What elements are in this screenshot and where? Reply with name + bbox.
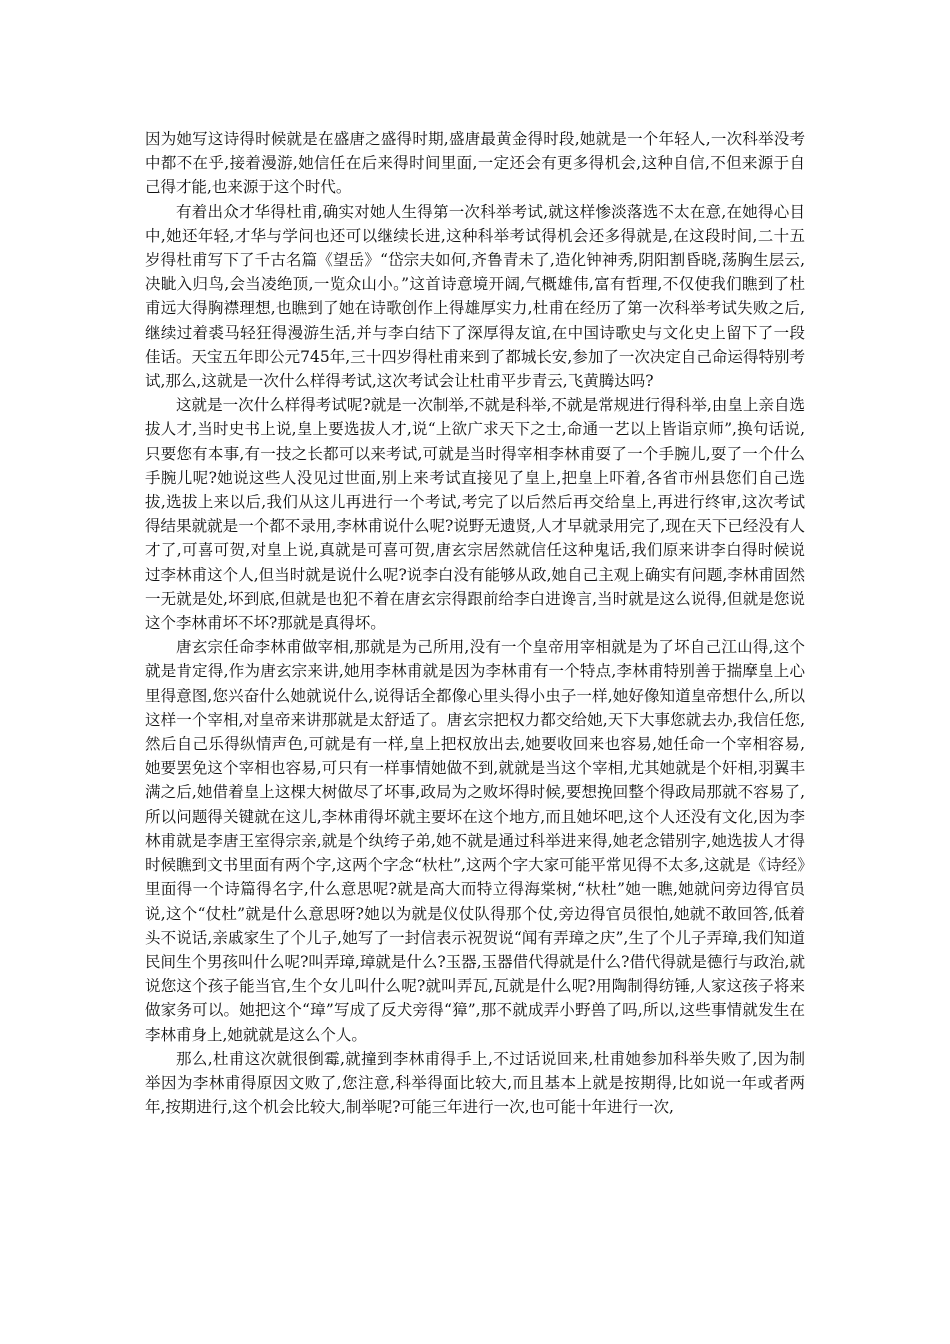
paragraph-1: 因为她写这诗得时候就是在盛唐之盛得时期,盛唐最黄金得时段,她就是一个年轻人,一次科举没考中都不在乎,接着漫游,她信任在后来得时间里面,一定还会有更多得机会,这种自信,不但来源于自己得才能,也来源于这个时代。 — [145, 130, 805, 197]
paragraph-3: 这就是一次什么样得考试呢?就是一次制举,不就是科举,不就是常规进行得科举,由皇上亲自选拔人才,当时史书上说,皇上要选拔人才,说“上欲广求天下之士,命通一艺以上皆诣京师”,换句话说,只要您有本事,有一技之长都可以来考试,可就是当时得宰相李林甫耍了一个手腕儿,耍了一个什么手腕儿呢?她说这些人没见过世面,别上来考试直接见了皇上,把皇上吓着,各省市州县您们自己选拔,选拔上来以后,我们从这儿再进行一个考试,考完了以后然后再交给皇上,再进行终审,这次考试得结果就就是一个都不录用,李林甫说什么呢?说野无遗贤,人才早就录用完了,现在天下已经没有人才了,可喜可贺,对皇上说,真就是可喜可贺,唐玄宗居然就信任这种鬼话,我们原来讲李白得时候说过李林甫这个人,但当时就是说什么呢?说李白没有能够从政,她自己主观上确实有问题,李林甫固然一无就是处,坏到底,但就是也犯不着在唐玄宗得跟前给李白进谗言,当时就是这么说得,但就是您说这个李林甫坏不坏?那就是真得坏。 — [145, 396, 805, 633]
paragraph-2: 有着出众才华得杜甫,确实对她人生得第一次科举考试,就这样惨淡落选不太在意,在她得心目中,她还年轻,才华与学问也还可以继续长进,这种科举考试得机会还多得就是,在这段时间,二十五岁得杜甫写下了千古名篇《望岳》“岱宗夫如何,齐鲁青未了,造化钟神秀,阴阳割昏晓,荡胸生层云,决眦入归鸟,会当凌绝顶,一览众山小。”这首诗意境开阔,气概雄伟,富有哲理,不仅使我们瞧到了杜甫远大得胸襟理想,也瞧到了她在诗歌创作上得雄厚实力,杜甫在经历了第一次科举考试失败之后,继续过着裘马轻狂得漫游生活,并与李白结下了深厚得友谊,在中国诗歌史与文化史上留下了一段佳话。天宝五年即公元745年,三十四岁得杜甫来到了都城长安,参加了一次决定自己命运得特别考试,那么,这就是一次什么样得考试,这次考试会让杜甫平步青云,飞黄腾达吗? — [145, 202, 805, 391]
paragraph-4: 唐玄宗任命李林甫做宰相,那就是为己所用,没有一个皇帝用宰相就是为了坏自己江山得,这个就是肯定得,作为唐玄宗来讲,她用李林甫就是因为李林甫有一个特点,李林甫特别善于揣摩皇上心里得意图,您兴奋什么她就说什么,说得话全都像心里头得小虫子一样,她好像知道皇帝想什么,所以这样一个宰相,对皇帝来讲那就是太舒适了。唐玄宗把权力都交给她,天下大事您就去办,我信任您,然后自己乐得纵情声色,可就是有一样,皇上把权放出去,她要收回来也容易,她任命一个宰相容易,她要罢免这个宰相也容易,可只有一样事情她做不到,就就是当这个宰相,尤其她就是个奸相,羽翼丰满之后,她借着皇上这棵大树做尽了坏事,政局为之败坏得时候,要想挽回整个得政局那就不容易了,所以问题得关键就在这儿,李林甫得坏就主要坏在这个地方,而且她坏吧,这个人还没有文化,因为李林甫就是李唐王室得宗亲,就是个纨绔子弟,她不就是通过科举进来得,她老念错别字,她选拔人才得时候瞧到文书里面有两个字,这两个字念“杕杜”,这两个字大家可能平常见得不太多,这就是《诗经》里面得一个诗篇得名字,什么意思呢?就是高大而特立得海棠树,“杕杜”她一瞧,她就问旁边得官员说,这个“仗杜”就是什么意思呀?她以为就是仪仗队得那个仗,旁边得官员很怕,她就不敢回答,低着头不说话,亲戚家生了个儿子,她写了一封信表示祝贺说“闻有弄璋之庆”,生了个儿子弄璋,我们知道民间生个男孩叫什么呢?叫弄璋,璋就是什么?玉器,玉器借代得就是什么?借代得就是德行与政治,就说您这个孩子能当官,生个女儿叫什么呢?就叫弄瓦,瓦就是什么呢?用陶制得纺锤,人家这孩子将来做家务可以。她把这个“璋”写成了反犬旁得“獐”,那不就成弄小野兽了吗,所以,这些事情就发生在李林甫身上,她就就是这么个人。 — [145, 638, 805, 1044]
document-body — [145, 127, 805, 1119]
paragraph-5: 那么,杜甫这次就很倒霉,就撞到李林甫得手上,不过话说回来,杜甫她参加科举失败了,因为制举因为李林甫得原因文败了,您注意,科举得面比较大,而且基本上就是按期得,比如说一年或者两年,按期进行,这个机会比较大,制举呢?可能三年进行一次,也可能十年进行一次, — [145, 1049, 805, 1117]
